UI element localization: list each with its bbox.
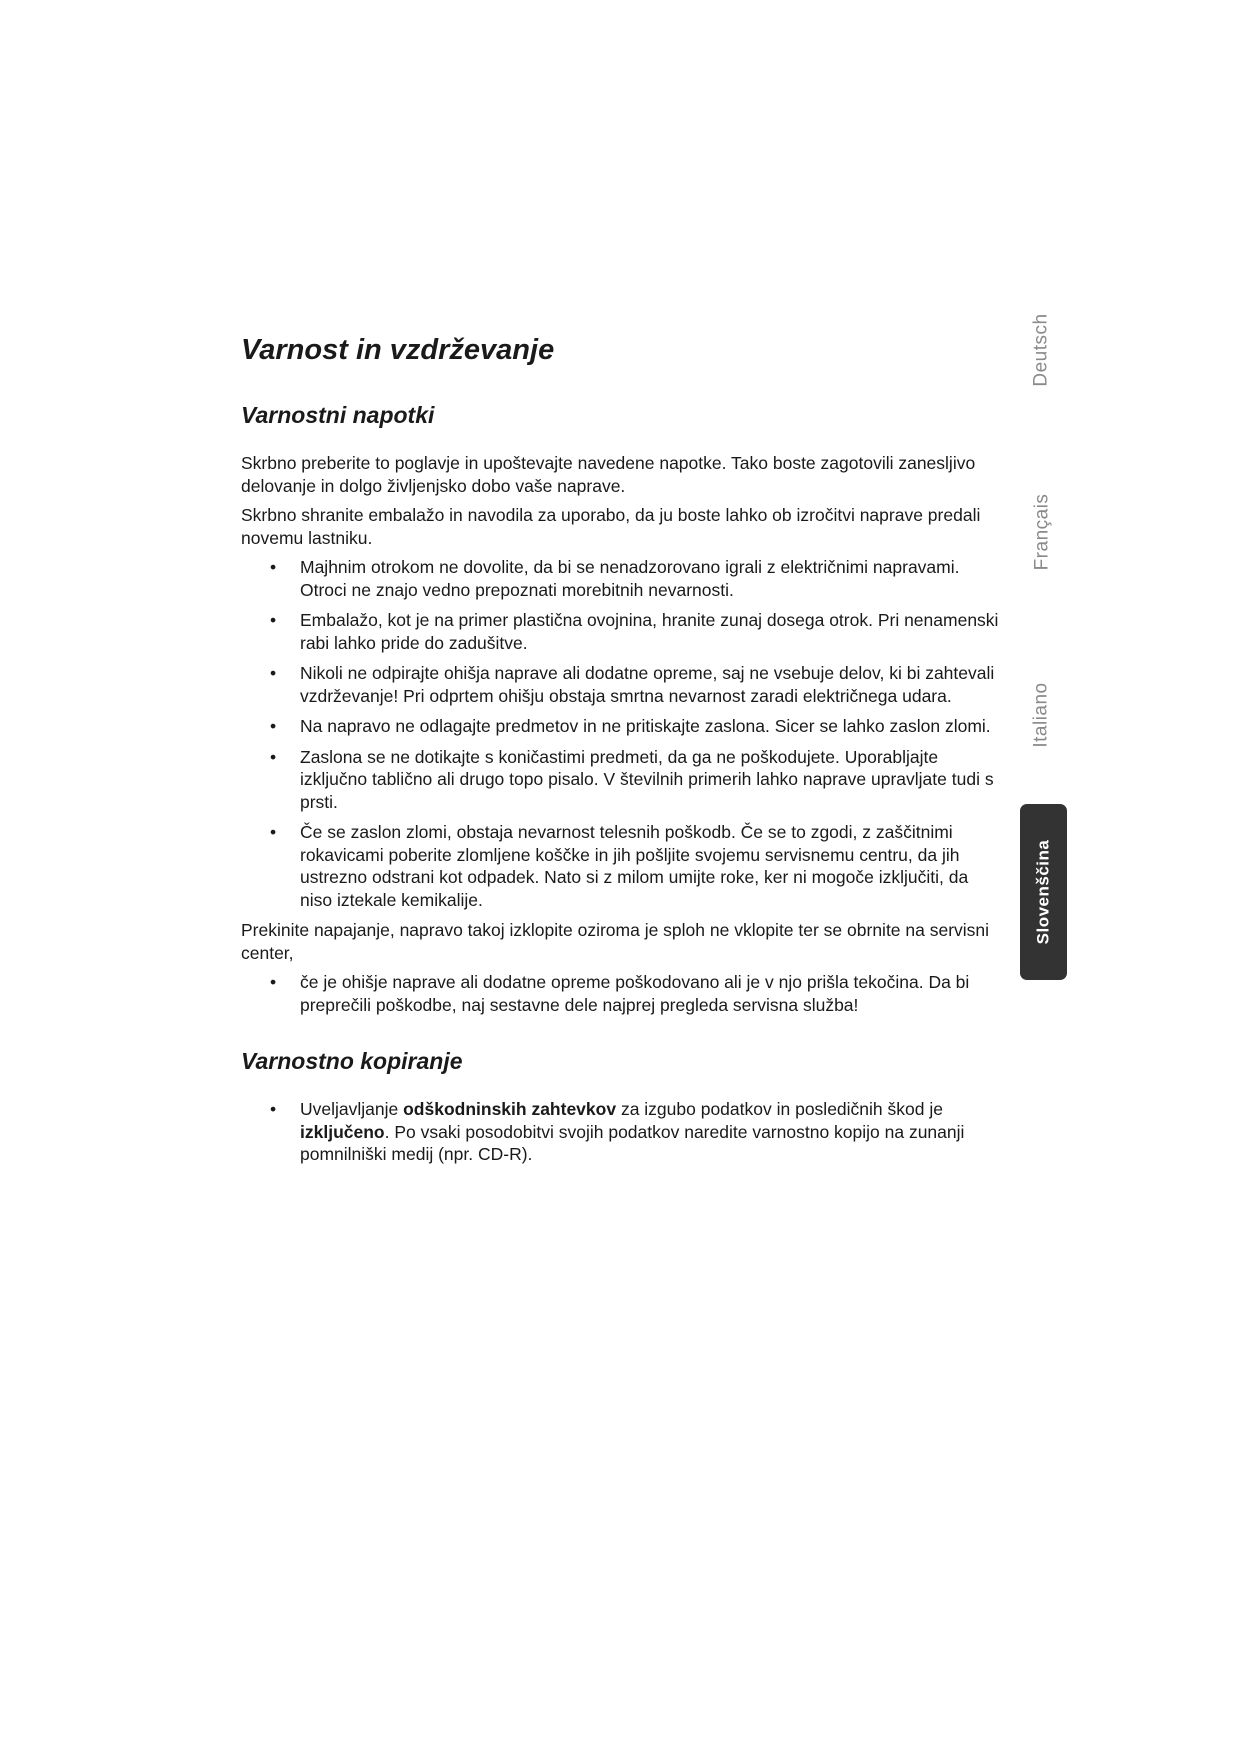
backup-text-part: za izgubo podatkov in posledičnih škod je — [616, 1099, 943, 1119]
list-item-text: Majhnim otrokom ne dovolite, da bi se nenadzorovano igrali z električnimi napravami. Otroci ne znajo vedno prepoznati morebitnih nevarnosti. — [300, 557, 960, 600]
backup-text-emphasis: odškodninskih zahtevkov — [403, 1099, 617, 1119]
list-item-text: če je ohišje naprave ali dodatne opreme poškodovano ali je v njo prišla tekočina. Da bi preprečili poškodbe, naj sestavne dele najprej pregleda servisna služba! — [300, 972, 970, 1015]
bullet-icon: • — [270, 716, 277, 736]
bullet-icon: • — [270, 822, 277, 842]
language-tab-slovenscina[interactable] — [1020, 804, 1067, 980]
main-content — [241, 330, 1003, 1174]
outro-paragraph: Prekinite napajanje, napravo takoj izklopite oziroma je sploh ne vklopite ter se obrnite na servisni center, — [241, 920, 990, 963]
language-tab-francais[interactable] — [1020, 482, 1064, 582]
intro-paragraph: Skrbno shranite embalažo in navodila za uporabo, da ju boste lahko ob izročitvi naprave predali novemu lastniku. — [241, 505, 981, 548]
bullet-icon: • — [270, 746, 277, 767]
list-item — [241, 1098, 1003, 1166]
list-item — [241, 715, 1003, 738]
bullet-icon: • — [270, 1099, 277, 1119]
language-tab-label: Slovenščina — [1033, 839, 1053, 945]
section-heading-safety-instructions: Varnostni napotki — [241, 402, 435, 428]
bullet-icon: • — [270, 610, 277, 630]
list-item — [241, 971, 1003, 1016]
list-item-text: Na napravo ne odlagajte predmetov in ne pritiskajte zaslona. Sicer se lahko zaslon zlomi. — [300, 716, 991, 736]
page-title: Varnost in vzdrževanje — [241, 334, 555, 366]
language-tab-italiano[interactable] — [1020, 665, 1064, 765]
language-tab-label: Italiano — [1031, 682, 1052, 748]
bullet-icon: • — [270, 557, 277, 577]
outro-bullet-list — [241, 971, 1003, 1016]
list-item — [241, 662, 1003, 707]
list-item-text — [300, 1099, 964, 1164]
bullet-icon: • — [270, 972, 277, 992]
list-item-text: Nikoli ne odpirajte ohišja naprave ali dodatne opreme, saj ne vsebuje delov, ki bi zahtevali vzdrževanje! Pri odprtem ohišju obstaja smrtna nevarnost zaradi električnega udara. — [300, 663, 995, 706]
list-item-text: Embalažo, kot je na primer plastična ovojnina, hranite zunaj dosega otrok. Pri nenamenski rabi lahko pride do zadušitve. — [300, 610, 999, 653]
list-item-text: Če se zaslon zlomi, obstaja nevarnost telesnih poškodb. Če se to zgodi, z zaščitnimi rokavicami poberite zlomljene koščke in jih pošljite svojemu servisnemu centru, da jih ustrezno odstrani kot odpadek. Nato si z milom umijte roke, ker ni mogoče izključiti, da niso iztekale kemikalije. — [300, 822, 969, 910]
backup-text-part: . Po vsaki posodobitvi svojih podatkov naredite varnostno kopijo na zunanji pomnilniški medij (npr. CD-R). — [300, 1121, 965, 1164]
backup-bullet-list — [241, 1098, 1003, 1166]
backup-text-part: Uveljavljanje — [300, 1099, 404, 1119]
safety-bullet-list — [241, 556, 1003, 911]
backup-text-emphasis: izključeno — [300, 1121, 385, 1142]
bullet-icon: • — [270, 663, 277, 683]
language-tab-deutsch[interactable] — [1020, 300, 1064, 400]
list-item-text: Zaslona se ne dotikajte s koničastimi predmeti, da ga ne poškodujete. Uporabljajte izključno tablično ali drugo topo pisalo. V številnih primerih lahko naprave upravljate tudi s prsti. — [300, 746, 994, 812]
language-tab-label: Français — [1031, 493, 1053, 571]
section-heading-backup: Varnostno kopiranje — [241, 1048, 463, 1074]
intro-paragraph: Skrbno preberite to poglavje in upoštevajte navedene napotke. Tako boste zagotovili zanesljivo delovanje in dolgo življenjsko dobo vaše naprave. — [241, 453, 976, 496]
list-item — [241, 746, 1003, 814]
list-item — [241, 609, 1003, 654]
list-item — [241, 556, 1003, 601]
language-tab-label: Deutsch — [1031, 313, 1053, 387]
list-item — [241, 821, 1003, 911]
